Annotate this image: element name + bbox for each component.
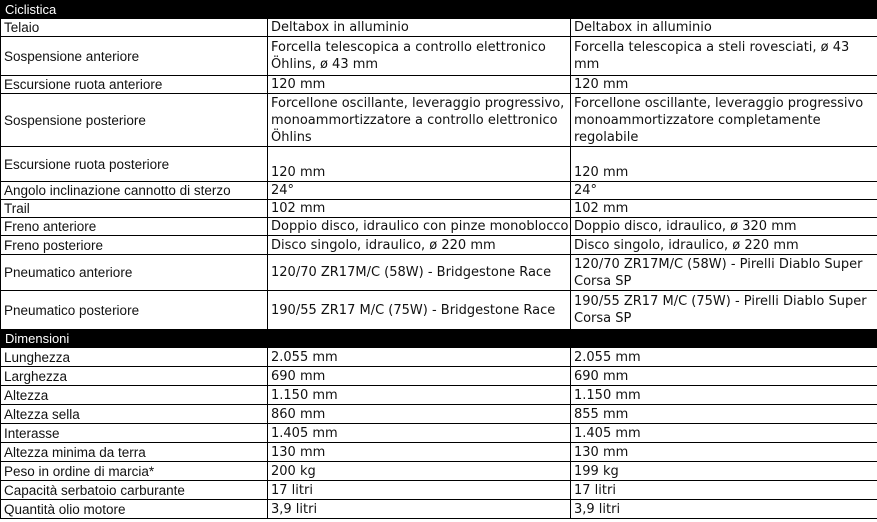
- row-label: Freno anteriore: [1, 218, 268, 236]
- row-label: Interasse: [1, 424, 268, 443]
- value-col-1: 690 mm: [268, 367, 571, 386]
- value-col-1: Forcellone oscillante, leveraggio progressivo, monoammortizzatore a controllo elettronico Öhlins: [268, 94, 571, 147]
- value-col-2: 17 litri: [571, 481, 877, 500]
- value-col-2: 1.150 mm: [571, 386, 877, 405]
- value-col-2: Deltabox in alluminio: [571, 19, 877, 37]
- value-col-1: 120 mm: [268, 147, 571, 182]
- value-col-2: 130 mm: [571, 443, 877, 462]
- value-col-1: 120 mm: [268, 76, 571, 94]
- value-col-2: Disco singolo, idraulico, ø 220 mm: [571, 236, 877, 255]
- row-label: Larghezza: [1, 367, 268, 386]
- row-label: Quantità olio motore: [1, 500, 268, 519]
- section-header-ciclistica: [1, 1, 877, 19]
- value-col-2: 199 kg: [571, 462, 877, 481]
- value-col-1: 17 litri: [268, 481, 571, 500]
- table-row: [1, 76, 877, 94]
- table-row: [1, 386, 877, 405]
- value-col-2: 3,9 litri: [571, 500, 877, 519]
- table-row: [1, 367, 877, 386]
- table-row: [1, 481, 877, 500]
- value-col-1: 1.405 mm: [268, 424, 571, 443]
- value-col-1: 120/70 ZR17M/C (58W) - Bridgestone Race: [268, 255, 571, 291]
- table-row: [1, 443, 877, 462]
- row-label: Sospensione posteriore: [1, 94, 268, 147]
- table-row: [1, 218, 877, 236]
- value-col-1: 200 kg: [268, 462, 571, 481]
- value-col-2: 690 mm: [571, 367, 877, 386]
- row-label: Freno posteriore: [1, 236, 268, 255]
- table-row: [1, 500, 877, 519]
- value-col-1: 2.055 mm: [268, 348, 571, 367]
- row-label: Altezza: [1, 386, 268, 405]
- table-row: [1, 94, 877, 147]
- table-row: [1, 424, 877, 443]
- section-title: Dimensioni: [1, 330, 877, 348]
- value-col-2: Forcellone oscillante, leveraggio progressivo monoammortizzatore completamente regolabile: [571, 94, 877, 147]
- value-col-1: 102 mm: [268, 200, 571, 218]
- table-row: [1, 405, 877, 424]
- value-col-2: 120 mm: [571, 147, 877, 182]
- value-col-1: 3,9 litri: [268, 500, 571, 519]
- value-col-2: 2.055 mm: [571, 348, 877, 367]
- table-row: [1, 200, 877, 218]
- value-col-1: Forcella telescopica a controllo elettronico Öhlins, ø 43 mm: [268, 37, 571, 76]
- value-col-2: 190/55 ZR17 M/C (75W) - Pirelli Diablo Super Corsa SP: [571, 291, 877, 330]
- value-col-1: Disco singolo, idraulico, ø 220 mm: [268, 236, 571, 255]
- table-row: [1, 182, 877, 200]
- value-col-2: 102 mm: [571, 200, 877, 218]
- row-label: Altezza minima da terra: [1, 443, 268, 462]
- table-row: [1, 236, 877, 255]
- row-label: Trail: [1, 200, 268, 218]
- value-col-1: 24°: [268, 182, 571, 200]
- row-label: Peso in ordine di marcia*: [1, 462, 268, 481]
- value-col-1: 860 mm: [268, 405, 571, 424]
- row-label: Sospensione anteriore: [1, 37, 268, 76]
- row-label: Escursione ruota posteriore: [1, 147, 268, 182]
- section-header-dimensioni: [1, 330, 877, 348]
- table-row: [1, 291, 877, 330]
- row-label: Pneumatico posteriore: [1, 291, 268, 330]
- value-col-2: 1.405 mm: [571, 424, 877, 443]
- value-col-2: 120 mm: [571, 76, 877, 94]
- value-col-1: 190/55 ZR17 M/C (75W) - Bridgestone Race: [268, 291, 571, 330]
- table-row: [1, 19, 877, 37]
- row-label: Capacità serbatoio carburante: [1, 481, 268, 500]
- value-col-1: 1.150 mm: [268, 386, 571, 405]
- value-col-2: Forcella telescopica a steli rovesciati, ø 43 mm: [571, 37, 877, 76]
- row-label: Angolo inclinazione cannotto di sterzo: [1, 182, 268, 200]
- value-col-2: 855 mm: [571, 405, 877, 424]
- table-row: [1, 462, 877, 481]
- table-row: [1, 37, 877, 76]
- row-label: Pneumatico anteriore: [1, 255, 268, 291]
- row-label: Escursione ruota anteriore: [1, 76, 268, 94]
- row-label: Telaio: [1, 19, 268, 37]
- value-col-1: Doppio disco, idraulico con pinze monoblocco: [268, 218, 571, 236]
- row-label: Lunghezza: [1, 348, 268, 367]
- table-row: [1, 147, 877, 182]
- table-row: [1, 348, 877, 367]
- table-row: [1, 255, 877, 291]
- value-col-1: Deltabox in alluminio: [268, 19, 571, 37]
- value-col-2: Doppio disco, idraulico, ø 320 mm: [571, 218, 877, 236]
- value-col-2: 24°: [571, 182, 877, 200]
- value-col-1: 130 mm: [268, 443, 571, 462]
- row-label: Altezza sella: [1, 405, 268, 424]
- section-title: Ciclistica: [1, 1, 877, 19]
- value-col-2: 120/70 ZR17M/C (58W) - Pirelli Diablo Super Corsa SP: [571, 255, 877, 291]
